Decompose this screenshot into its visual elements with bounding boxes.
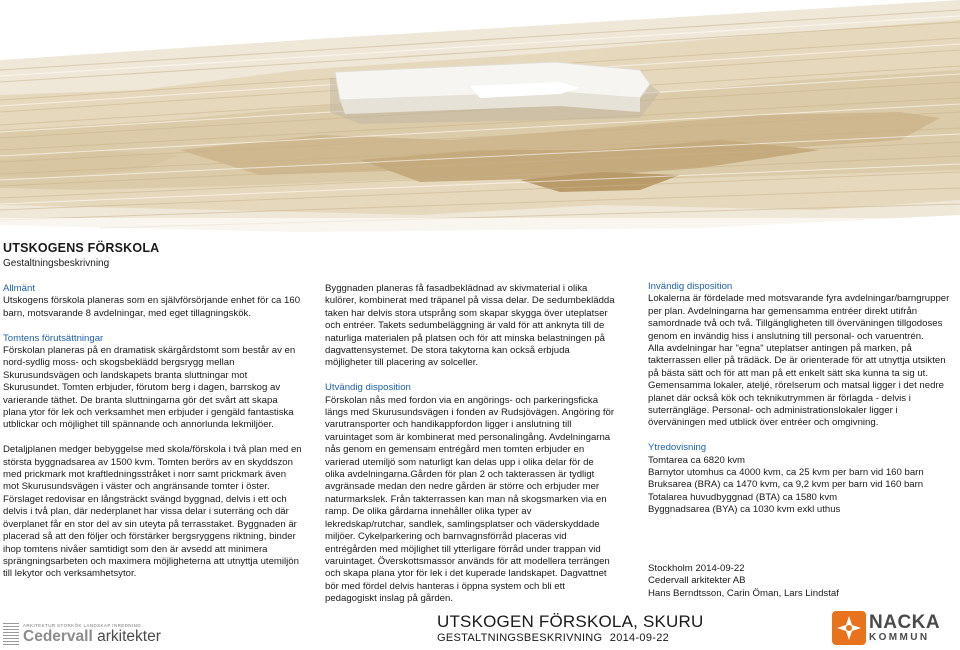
paragraph-utvandig: Förskolan nås med fordon via en angörings- och parkeringsficka längs med Skurusundsvägen i fonden av Rudsjövägen. Angöring för varutransporter och handikappfordon ligger i anslutning till varuintaget som är kombinerat med personalingång. Avdelningarna nås genom en gemensam entrégård men tomten erbjuder en varierad utemiljö som naturligt kan delas upp i olika delar för de olika avdelningarna.Gården för plan 2 och takterassen är tydligt avgränsade medan den nedre gården är större och erbjuder mer naturmarkslek. Från takterrassen kan man nå skogsmarken via en ramp. De olika gårdarna innehåller olika typer av lekredskap/rutchar, sandlek, samlingsplatser och väderskyddade miljöer. Cykelparkering och barnvagnsförråd placeras vid entrégården med möjlighet till ytterligare förråd under trappan vid varuintaget. Överskottsmassor används för att modellera terrängen och skapa plana ytor för lek i det kuperade landskapet. Dagvattnet bör med fördel delvis hanteras i öppna system och bli ett pedagogiskt inslag på gården. (325, 394, 615, 605)
footer-subtitle: GESTALTNINGSBESKRIVNING (437, 632, 603, 644)
footer-date: 2014-09-22 (609, 632, 670, 644)
document-subtitle: Gestaltningsbeskrivning (3, 258, 110, 269)
nacka-wordmark: NACKA (869, 612, 941, 633)
signature-line: Hans Berndtsson, Carin Öman, Lars Lindstaf (648, 587, 839, 599)
nacka-emblem-icon (832, 611, 866, 645)
paragraph-tomtens: Förskolan planeras på en dramatisk skärgårdstomt som består av en nord-sydlig moss- och skogsbeklädd bergsrygg mellan Skurusundsvägen och landskapets branta sluttningar mot Skurusundet. Tomten erbjuder, förutom berg i dagen, barrskog av varierande täthet. De branta sluttningarna gör det svårt att skapa plana ytor för lek och verksamhet men erbjuder i gengäld fantastiska utblickar och möjlighet till spännande och annorlunda lekmiljöer. (3, 345, 296, 431)
document-title: UTSKOGENS FÖRSKOLA (3, 241, 160, 255)
site-model-photo (0, 0, 960, 232)
firm-tagline: ARKITEKTUR STORKÖK LANDSKAP INREDNING (23, 623, 142, 628)
terrain-model-illustration (0, 0, 960, 232)
firm-name-light: arkitekter (97, 628, 161, 645)
section-heading-ytredovisning: Ytredovisning (648, 442, 707, 454)
ytredovisning-line: Tomtarea ca 6820 kvm (648, 454, 746, 466)
section-heading-tomtens: Tomtens förutsättningar (3, 332, 104, 344)
cedervall-logo (3, 623, 161, 649)
kommun-wordmark: KOMMUN (869, 632, 930, 643)
signature-block (648, 563, 956, 600)
column-2 (325, 283, 615, 606)
section-heading-utvandig: Utvändig disposition (325, 382, 411, 394)
ytredovisning-line: Barnytor utomhus ca 4000 kvm, ca 25 kvm per barn vid 160 barn (648, 467, 924, 479)
nacka-kommun-logo (832, 611, 940, 645)
ytredovisning-line: Totalarea huvudbyggnad (BTA) ca 1580 kvm (648, 491, 838, 503)
paragraph-avdelningar: Alla avdelningar har "egna" uteplatser antingen på marken, på takterrassen eller på trädäck. De är orienterade för att utnyttja utsikten på bästa sätt och för att man på ett enkelt sätt ska kunna ta sig ut. Gemensamma lokaler, ateljé, rörelserum och matsal ligger i det nedre planet där också kök och teknikutrymmen är förlagda - delvis i suterrängläge. Personal- och administrationslokaler ligger i överväningen med utblick över entréer och omgivning. (648, 343, 946, 429)
building-model (330, 62, 660, 124)
footer-title: UTSKOGEN FÖRSKOLA, SKURU (437, 612, 704, 631)
firm-name-bold: Cedervall (23, 628, 93, 645)
paragraph-invandig: Lokalerna är fördelade med motsvarande fyra avdelningar/barngrupper per plan. Avdelningarna har gemensamma entréer direkt utifrån samordnade två och två. Tillgängligheten till överväningen tillgodoses genom en invändig hiss i anslutning till personal- och varuentrén. (648, 293, 950, 342)
paragraph-fasad: Byggnaden planeras få fasadbeklädnad av skivmaterial i olika kulörer, kombinerat med träpanel på vissa delar. De sedumbeklädda taken har delvis stora utsprång som skapar skygga över uteplatser och entréer. Takets sedumbeläggning är vald för att anknyta till de naturliga materialen på platsen och för att minska belastningen på dagvattensystemet. De stora takytorna kan också erbjuda möjligheter till placering av solceller. (325, 283, 615, 369)
paragraph-detaljplan: Detaljplanen medger bebyggelse med skola/förskola i två plan med en största byggnadsarea av 1500 kvm. Tomten berörs av en skyddszon med prickmark mot kraftledningsstråket i norr samt prickmark även mot Skurusundsvägen i väster och angränsande tomter i öster. Förslaget redovisar en långsträckt svängd byggnad, delvis i ett och delvis i två plan, där nederplanet har vissa delar i suterräng och där överplanet får en stor del av sin uteyta på terrasstaket. Byggnaden är placerad så att den följer och förstärker bergsryggens riktning, binder ihop tomtens nivåer samtidigt som den är avsedd att minimera sprängningsarbeten och maximera möjligheterna att utnyttja utemiljön till lekytor och verksamhetsytor. (3, 444, 302, 580)
column-3 (648, 281, 956, 517)
ytredovisning-line: Byggnadsarea (BYA) ca 1030 kvm exkl uthus (648, 504, 841, 516)
section-heading-invandig: Invändig disposition (648, 281, 733, 292)
column-1 (3, 283, 303, 581)
section-heading-allmant: Allmänt (3, 283, 35, 294)
cedervall-logo-mark (3, 623, 19, 645)
signature-line: Cedervall arkitekter AB (648, 575, 746, 587)
footer-title-block (437, 613, 703, 644)
ytredovisning-line: Bruksarea (BRA) ca 1470 kvm, ca 9,2 kvm per barn vid 160 barn (648, 479, 924, 491)
paragraph-allmant: Utskogens förskola planeras som en självförsörjande enhet för ca 160 barn, motsvarande 8 avdelningar, med eget tillagningskök. (3, 295, 301, 319)
signature-line: Stockholm 2014-09-22 (648, 563, 745, 574)
